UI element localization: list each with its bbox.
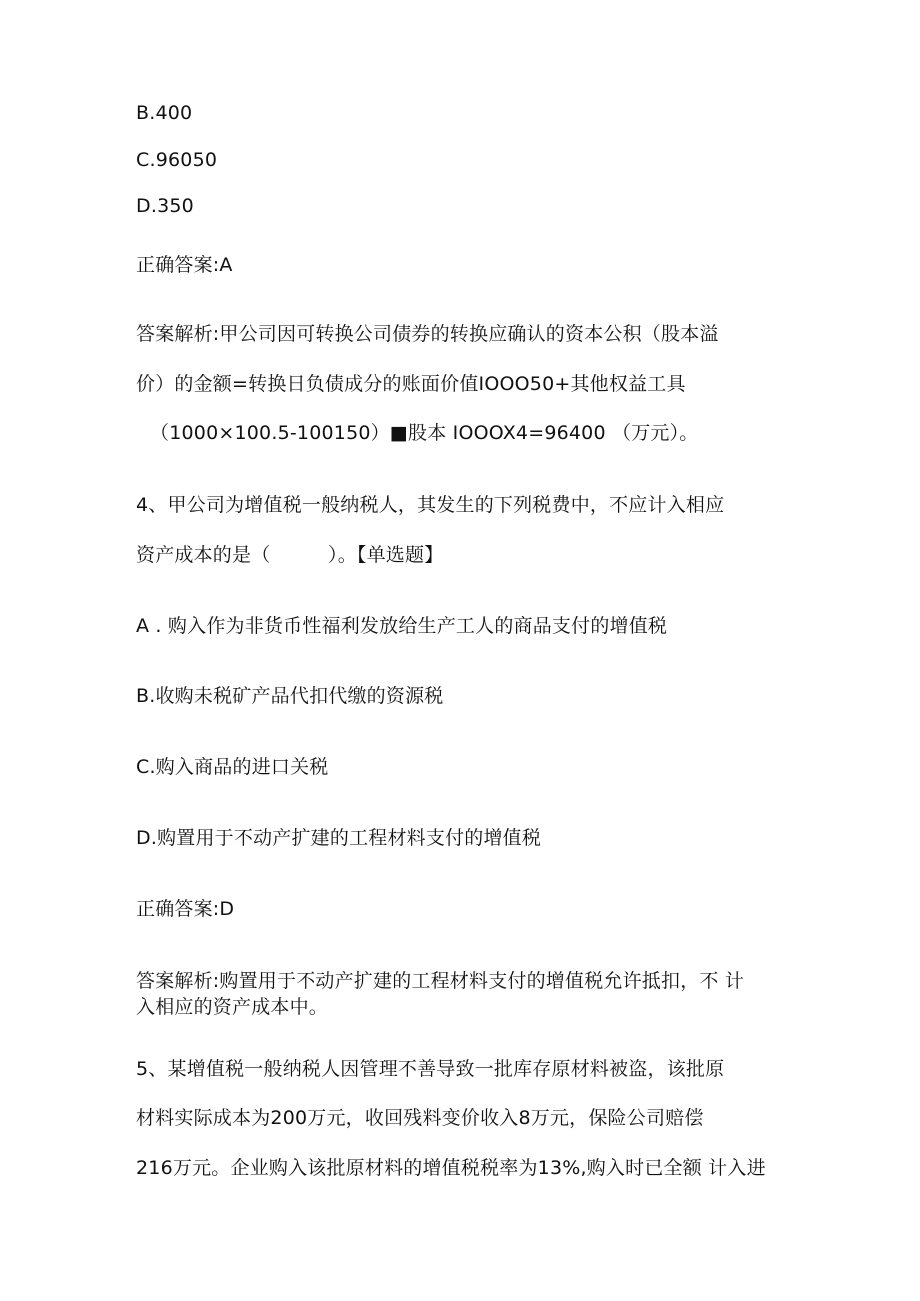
q5-stem-line-3: 216万元。企业购入该批原材料的增值税税率为13%,购入时已全额 计入进 xyxy=(136,1157,766,1179)
q3-analysis-line-3: （1000×100.5-100150）■股本 IOOOX4=96400 （万元）。 xyxy=(150,422,699,444)
q5-stem-line-1: 5、某增值税一般纳税人因管理不善导致一批库存原材料被盗，该批原 xyxy=(136,1058,725,1080)
q4-stem-line-2: 资产成本的是（ ）。【单选题】 xyxy=(136,544,444,566)
q3-analysis-line-2: 价）的金额=转换日负债成分的账面价值IOOO50+其他权益工具 xyxy=(136,373,686,395)
q3-option-b: B.400 xyxy=(136,102,193,124)
q3-correct-answer: 正确答案:A xyxy=(136,254,233,276)
q4-option-c: C.购入商品的进口关税 xyxy=(136,756,329,778)
q4-analysis-line-1: 答案解析:购置用于不动产扩建的工程材料支付的增值税允许抵扣，不 计 xyxy=(136,970,745,992)
q4-option-a: A . 购入作为非货币性福利发放给生产工人的商品支付的增值税 xyxy=(136,615,668,637)
q3-option-d: D.350 xyxy=(136,195,194,217)
q5-stem-line-2: 材料实际成本为200万元，收回残料变价收入8万元，保险公司赔偿 xyxy=(136,1107,704,1129)
q4-option-d: D.购置用于不动产扩建的工程材料支付的增值税 xyxy=(136,827,542,849)
q4-correct-answer: 正确答案:D xyxy=(136,898,235,920)
q3-analysis-line-1: 答案解析:甲公司因可转换公司债券的转换应确认的资本公积（股本溢 xyxy=(136,323,719,345)
q4-analysis-line-2: 入相应的资产成本中。 xyxy=(136,996,329,1018)
q3-option-c: C.96050 xyxy=(136,149,218,171)
q4-option-b: B.收购未税矿产品代扣代缴的资源税 xyxy=(136,685,444,707)
q4-stem-line-1: 4、甲公司为增值税一般纳税人，其发生的下列税费中，不应计入相应 xyxy=(136,494,725,516)
